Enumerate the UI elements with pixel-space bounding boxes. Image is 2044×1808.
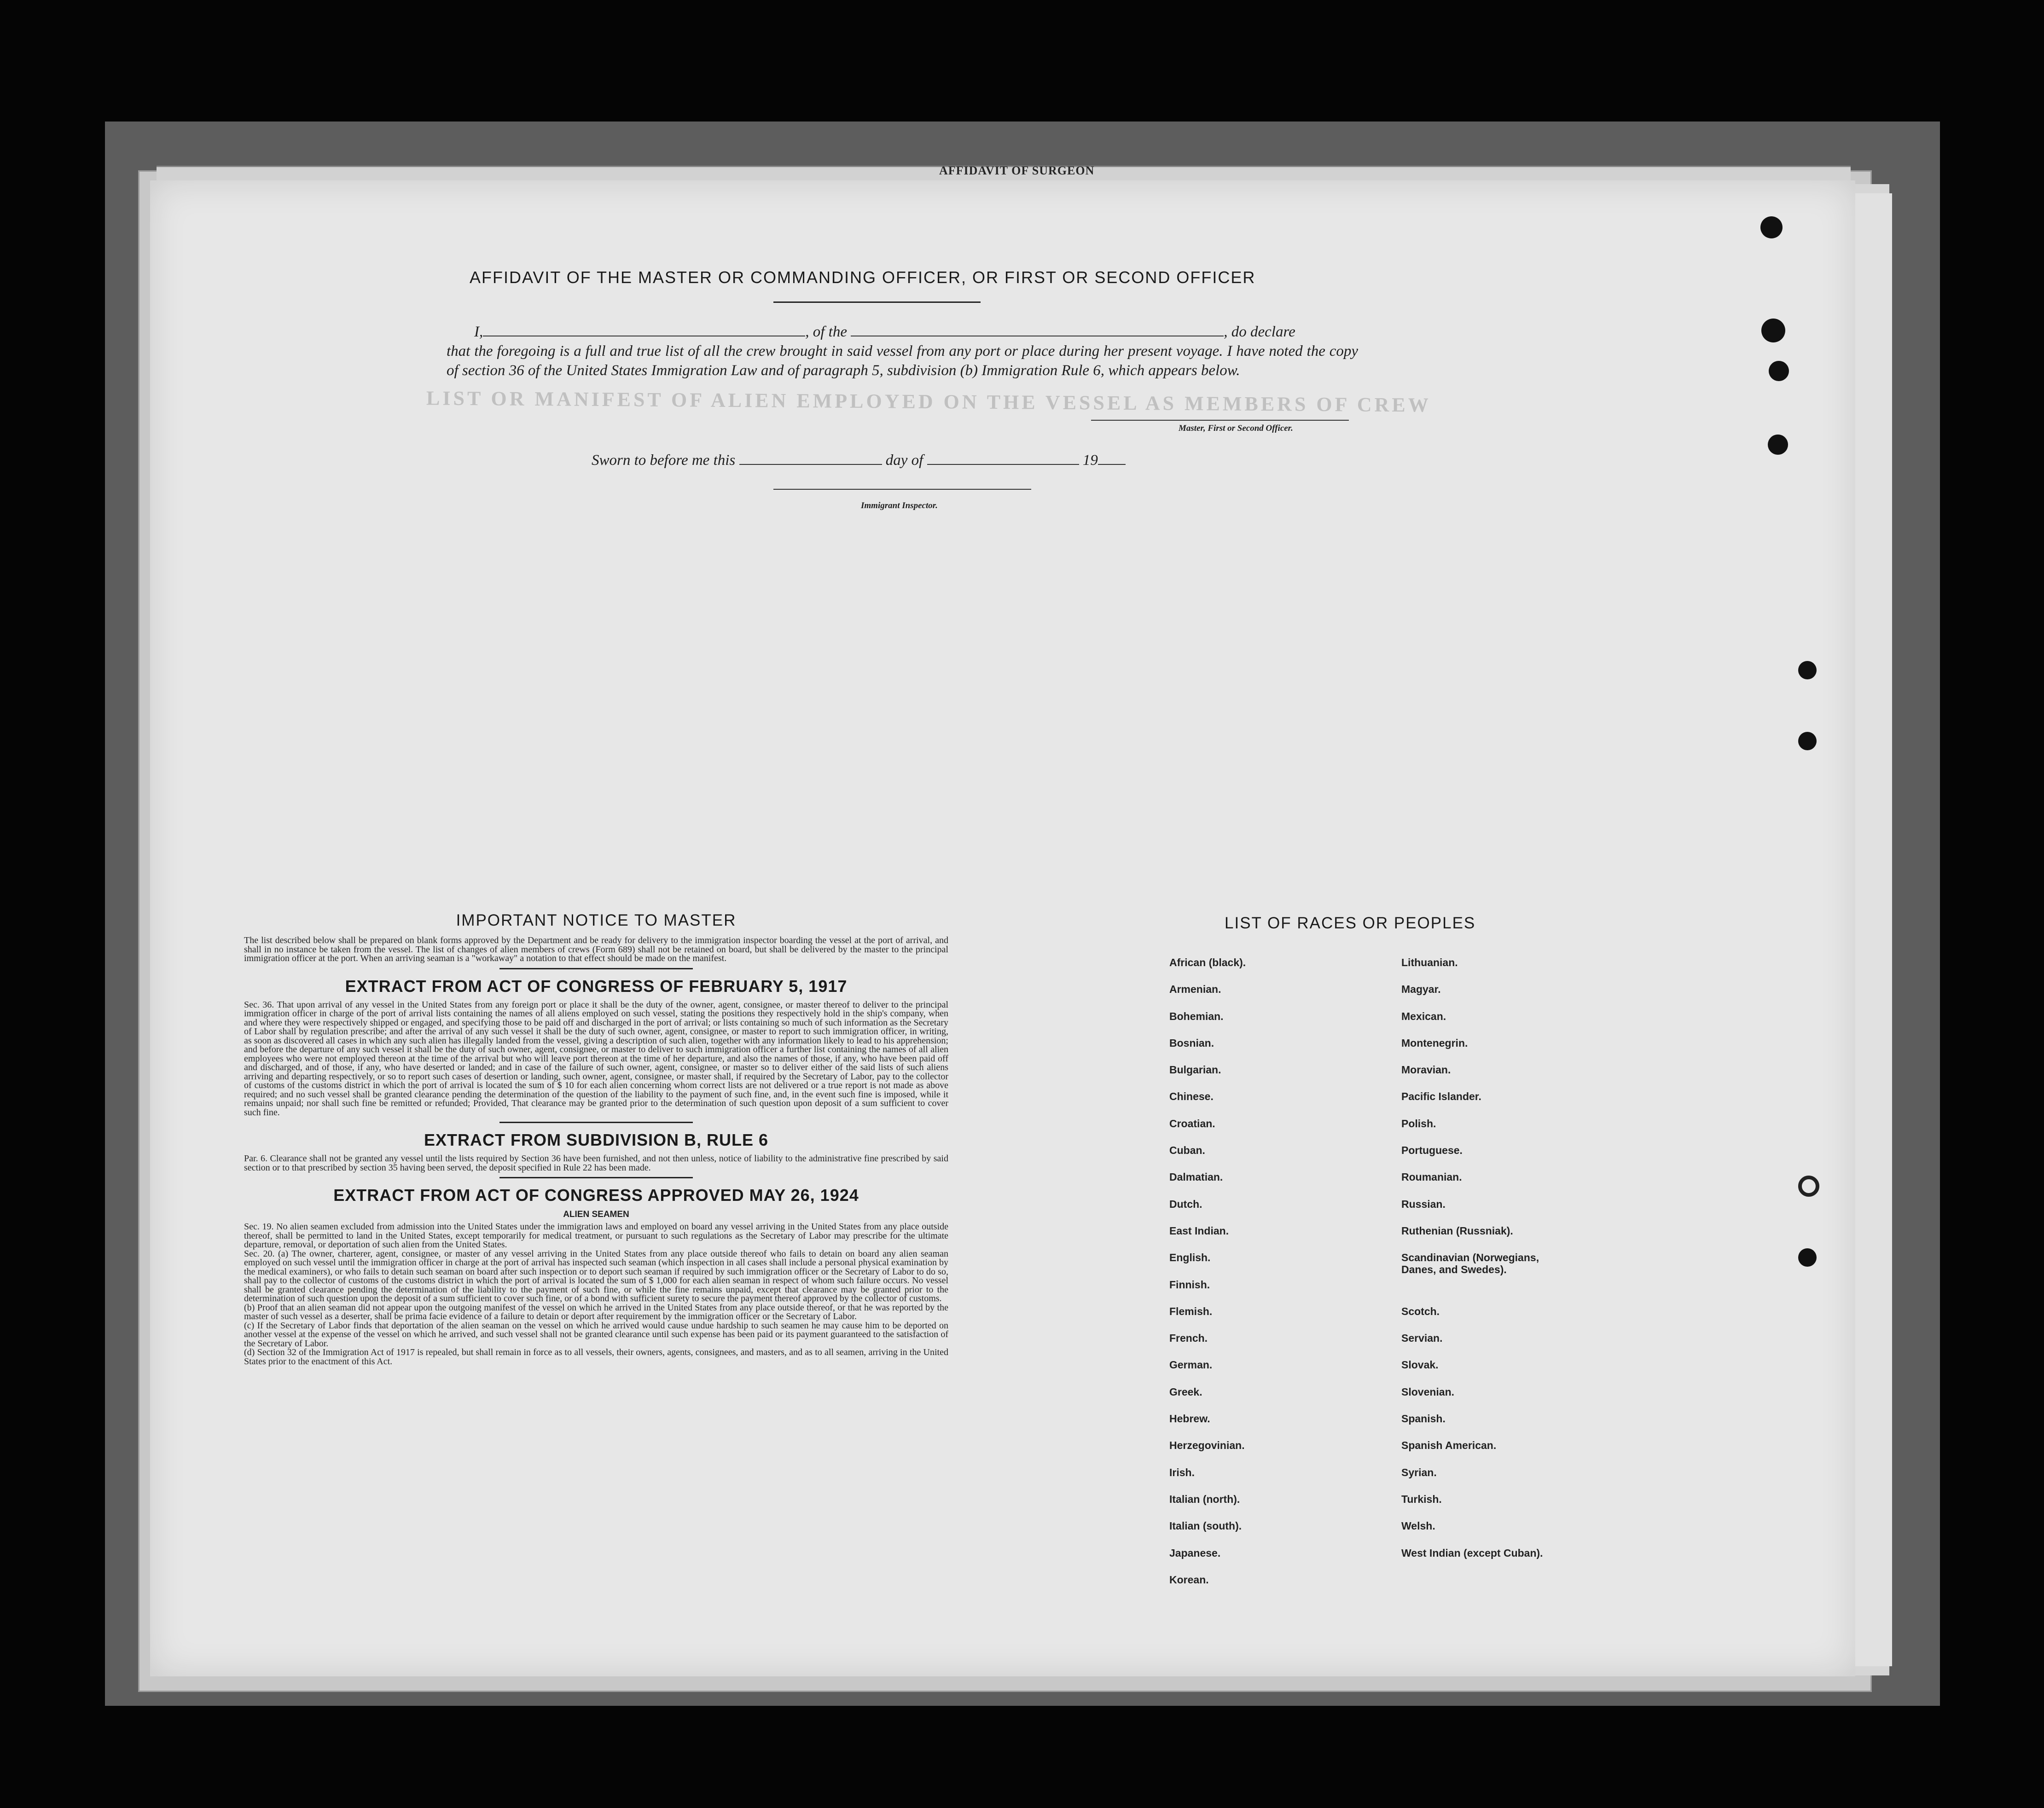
master-signature-line[interactable] [1091,420,1349,421]
race-item: Finnish. [1169,1278,1210,1291]
race-item: Welsh. [1401,1520,1435,1532]
race-item: Croatian. [1169,1117,1215,1130]
of-the-label: , of the [805,324,847,340]
surgeon-affidavit-strip-label: AFFIDAVIT OF SURGEON [939,164,1095,177]
race-item: Greek. [1169,1385,1202,1398]
extract-1917-title: EXTRACT FROM ACT OF CONGRESS OF FEBRUARY 5, 1917 [345,976,848,996]
extract-1924-title: EXTRACT FROM ACT OF CONGRESS APPROVED MAY 26, 1924 [333,1186,859,1205]
race-item: Roumanian. [1401,1171,1462,1183]
declaration-text: that the foregoing is a full and true list of all the crew brought in said vessel from any port or place during her present voyage. I have noted the copy of section 36 of the United States Immigration Law and of paragraph 5, subdivision (b) Immigration Rule 6, which appears below. [447,343,1358,379]
race-item: Hebrew. [1169,1413,1210,1425]
race-item: Irish. [1169,1466,1195,1478]
race-item: Pacific Islander. [1401,1090,1481,1103]
race-item: Ruthenian (Russniak). [1401,1224,1513,1237]
race-item: Mexican. [1401,1010,1446,1022]
declaration-line [447,322,1358,342]
notice-title: IMPORTANT NOTICE TO MASTER [456,911,737,929]
race-item: Polish. [1401,1117,1436,1130]
inspector-signature-line[interactable] [773,489,1031,490]
race-item: Portuguese. [1401,1144,1463,1157]
do-declare-label: , do declare [1224,324,1295,340]
extract-rule6-text: Par. 6. Clearance shall not be granted any vessel until the lists required by Section 36 have been furnished, and not then unless, notice of liability to the administrative fine prescribed by said section or to that prescribed by section 35 having been served, the deposit specified in Rule 22 has been made. [244,1153,948,1173]
race-item: Scotch. [1401,1305,1440,1317]
race-item: Herzegovinian. [1169,1439,1245,1452]
race-item: Russian. [1401,1198,1446,1210]
punch-hole-icon [1798,732,1817,750]
race-item: Italian (north). [1169,1493,1240,1505]
race-item: German. [1169,1359,1213,1371]
race-item: Dutch. [1169,1198,1202,1210]
sworn-year: 19 [1082,452,1098,469]
race-item: Turkish. [1401,1493,1442,1505]
inspector-label: Immigrant Inspector. [861,501,938,510]
affidavit-body [447,322,1358,380]
right-page-edge-2 [1855,193,1892,1666]
race-item: Scandinavian (Norwegians, Danes, and Swedes). [1401,1252,1539,1276]
affidavit-title: AFFIDAVIT OF THE MASTER OR COMMANDING OFFICER, OR FIRST OR SECOND OFFICER [470,268,1256,287]
race-item: Flemish. [1169,1305,1213,1317]
punch-hole-icon [1769,361,1789,381]
races-title: LIST OF RACES OR PEOPLES [1225,914,1476,932]
sworn-prefix: Sworn to before me this [592,452,736,469]
title-rule [773,301,981,303]
race-item: Bohemian. [1169,1010,1224,1022]
race-item: Syrian. [1401,1466,1437,1478]
section-rule [499,968,693,969]
punch-hole-icon [1768,435,1788,455]
race-item: Chinese. [1169,1090,1214,1103]
notices-column [244,911,948,1366]
sworn-month-blank[interactable] [927,451,1079,465]
name-blank[interactable] [483,323,805,336]
race-item: Slovenian. [1401,1385,1455,1398]
race-item: Lithuanian. [1401,956,1458,968]
master-signature-label: Master, First or Second Officer. [1179,423,1293,433]
race-item: East Indian. [1169,1224,1229,1237]
punch-hole-icon [1761,319,1785,342]
race-item: African (black). [1169,956,1246,968]
extract-rule6-title: EXTRACT FROM SUBDIVISION B, RULE 6 [424,1130,769,1149]
race-item: Montenegrin. [1401,1037,1468,1049]
punch-hole-icon [1798,661,1817,679]
punch-hole-icon [1798,1176,1819,1197]
race-item: West Indian (except Cuban). [1401,1547,1543,1559]
sworn-day-of: day of [885,452,923,469]
sworn-day-blank[interactable] [739,451,882,465]
alien-seamen-subtitle: ALIEN SEAMEN [563,1210,629,1219]
race-item: Dalmatian. [1169,1171,1223,1183]
race-item: Servian. [1401,1332,1443,1344]
punch-hole-icon [1798,1248,1817,1267]
bleed-through-header: LIST OR MANIFEST OF ALIEN EMPLOYED ON THE VESSEL AS MEMBERS OF CREW [426,387,1431,417]
race-item: Spanish American. [1401,1439,1497,1452]
punch-hole-icon [1760,216,1783,238]
notice-text: The list described below shall be prepared on blank forms approved by the Department and be ready for delivery to the immigration inspector boarding the vessel at the port of arrival, and shall in no instance be taken from the vessel. The list of changes of alien members of crews (Form 689) shall not be retained on board, but shall be delivered by the master to the principal immigration officer at the port. When an arriving seaman is a "workaway" a notation to that effect should be made on the manifest. [244,935,948,963]
race-item: Korean. [1169,1573,1209,1586]
race-item: Bosnian. [1169,1037,1214,1049]
extract-1917-text: Sec. 36. That upon arrival of any vessel in the United States from any foreign port or place it shall be the duty of the owner, agent, consignee, or master thereof to deliver to the principal immigration officer in charge of the port of arrival lists containing the names of all aliens employed on such vessel, stating the positions they respectively hold in the ship's company, when and where they were respectively shipped or engaged, and specifying those to be paid off and discharged in the port of arrival; or lists containing so much of such information as the Secretary of Labor shall by regulation prescribe; and after the arrival of any such vessel it shall be the duty of such owner, agent, consignee, or master to report to such immigration officer, in writing, as soon as discovered all cases in which any such alien has illegally landed from the vessel, giving a description of such alien, together with any information likely to lead to his apprehension; and before the departure of any such vessel it shall be the duty of such owner, agent, consignee, or master to deliver to such immigration officer a further list containing the names of all alien employees who were not employed thereon at the time of the arrival but who will leave port thereon at the time of her departure, and also the names of those, if any, who have been paid off and discharged, and of those, if any, who have deserted or landed; and in case of the failure of such owner, agent, consignee, or master so to deliver either of the said lists of such aliens arriving and departing respectively, or so to report such cases of desertion or landing, such owner, agent, consignee, or master shall, if required by the Secretary of Labor, pay to the collector of customs of the customs district in which the port of arrival is located the sum of $ 10 for each alien concerning whom correct lists are not delivered or a true report is not made as above required; and no such vessel shall be granted clearance pending the determination of the question of the liability to the payment of such fine, and, in the event such fine is imposed, while it remains unpaid; nor shall such fine be remitted or refunded; Provided, That clearance may be granted prior to the determination of such question upon deposit of a sum sufficient to cover such fine. [244,999,948,1118]
section-rule [499,1177,693,1178]
race-item: Magyar. [1401,983,1441,996]
race-item: Bulgarian. [1169,1064,1221,1076]
race-item: Spanish. [1401,1413,1446,1425]
race-item: Japanese. [1169,1547,1221,1559]
race-item: Moravian. [1401,1064,1451,1076]
races-column-1 [1169,956,1353,1600]
sec20c-text: (c) If the Secretary of Labor finds that deportation of the alien seaman on the vessel on which he arrived would cause undue hardship to such seamen he may cause him to be deported on another vessel at the expense of the vessel on which he arrived, and such vessel shall not be granted clearance until such expense has been paid or its payment guaranteed to the satisfaction of the Secretary of Labor. [244,1320,948,1349]
vessel-blank[interactable] [851,323,1224,336]
race-item: French. [1169,1332,1208,1344]
sec20b-text: (b) Proof that an alien seaman did not appear upon the outgoing manifest of the vessel on which he arrived in the United States from any place outside thereof, or that he was reported by the master of such vessel as a deserter, shall be prima facie evidence of a failure to detain or deport after requirement by the immigration officer or the Secretary of Labor. [244,1302,948,1321]
sworn-year-blank[interactable] [1098,451,1126,465]
race-item: Slovak. [1401,1359,1439,1371]
sec20d-text: (d) Section 32 of the Immigration Act of 1917 is repealed, but shall remain in force as to all vessels, their owners, agents, consignees, and masters, and as to all seamen, arriving in the United States prior to the enactment of this Act. [244,1347,948,1367]
race-item: Armenian. [1169,983,1221,996]
i-label: I, [474,324,483,340]
race-item: Italian (south). [1169,1520,1242,1532]
races-column-2 [1401,956,1576,1574]
sec19-text: Sec. 19. No alien seamen excluded from admission into the United States under the immigration laws and employed on board any vessel arriving in the United States from any place outside thereof, shall be permitted to land in the United States, except temporarily for medical treatment, or pursuant to such regulations as the Secretary of Labor may prescribe for the ultimate departure, removal, or deportation of such alien from the United States. [244,1222,948,1250]
race-item: English. [1169,1252,1211,1264]
section-rule [499,1122,693,1123]
sec20a-text: Sec. 20. (a) The owner, charterer, agent, consignee, or master of any vessel arriving in the United States from any place outside thereof who fails to detain on board any alien seaman employed on such vessel until the immigration officer in charge at the port of arrival has inspected such seaman (which inspection in all cases shall include a personal physical examination by the medical examiners), or who fails to detain such seaman on board after such inspection or to deport such seaman if required by such immigration officer or the Secretary of Labor to do so, shall pay to the collector of customs of the customs district in which the port of arrival is located the sum of $ 1,000 for each alien seaman in respect of whom such failure occurs. No vessel shall be granted clearance pending the determination of the liability to the payment of such fine, or while the fine remains unpaid, except that clearance may be granted prior to the determination of such question upon the deposit of a sum sufficient to cover such fine, or of a bond with sufficient surety to secure the payment thereof approved by the collector of customs. [244,1248,948,1304]
sworn-line [592,451,1126,469]
race-item: Cuban. [1169,1144,1205,1157]
